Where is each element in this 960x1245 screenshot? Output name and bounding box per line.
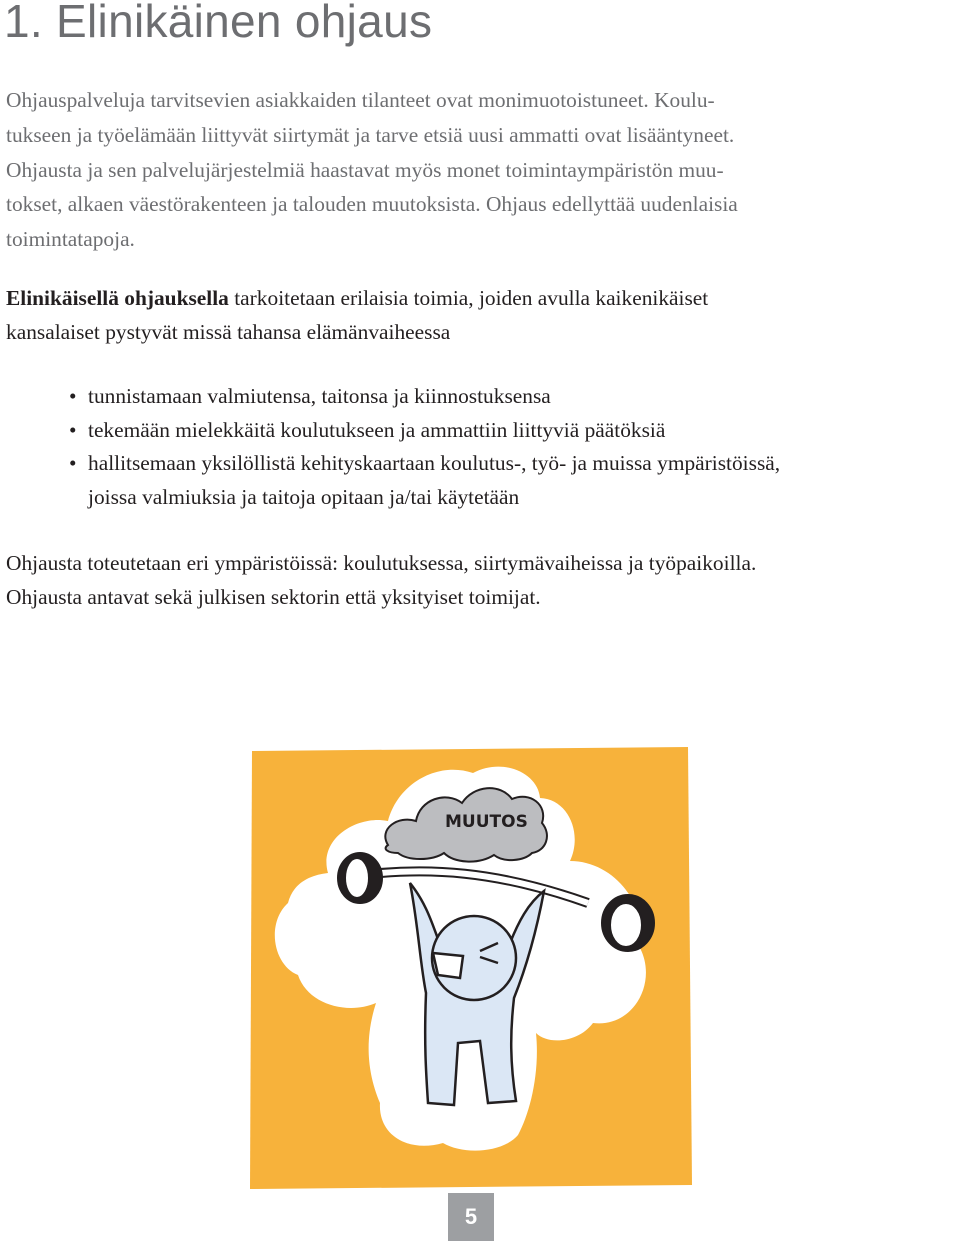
definition-paragraph (6, 281, 951, 349)
page-title: 1. Elinikäinen ohjaus (4, 0, 433, 47)
intro-line: Ohjausta ja sen palvelujärjestelmiä haastavat myös monet toimintaympäristön muu- (6, 157, 724, 182)
list-item-text: tunnistamaan valmiutensa, taitonsa ja kiinnostuksensa (88, 384, 551, 408)
closing-line: Ohjausta toteutetaan eri ympäristöissä: koulutuksessa, siirtymävaiheissa ja työpaikoilla. (6, 551, 757, 575)
bullet-icon: • (69, 417, 77, 442)
definition-term: Elinikäisellä ohjauksella (6, 286, 229, 310)
weightlifter-illustration (248, 743, 694, 1190)
list-item (6, 447, 951, 514)
bullet-icon: • (69, 384, 77, 408)
intro-line: Ohjauspalveluja tarvitsevien asiakkaiden tilanteet ovat monimuotoistuneet. Koulu- (6, 88, 715, 112)
definition-line: kansalaiset pystyvät missä tahansa elämänvaiheessa (6, 320, 451, 344)
closing-paragraph (6, 546, 956, 614)
page-number: 5 (448, 1193, 494, 1241)
definition-line (6, 281, 951, 315)
list-item-text: hallitsemaan yksilöllistä kehityskaartaan koulutus-, työ- ja muissa ympäristöissä, (88, 451, 781, 475)
definition-text: tarkoitetaan erilaisia toimia, joiden avulla kaikenikäiset (228, 286, 709, 310)
intro-paragraph (6, 83, 951, 257)
intro-line: tukseen ja työelämään liittyvät siirtymät ja tarve etsiä uusi ammatti ovat lisääntyneet. (6, 122, 735, 147)
bullet-list (6, 380, 951, 514)
intro-line: toimintatapoja. (6, 227, 135, 252)
intro-line: tokset, alkaen väestörakenteen ja talouden muutoksista. Ohjaus edellyttää uudenlaisia (6, 192, 738, 217)
list-item (6, 414, 951, 448)
closing-line: Ohjausta antavat sekä julkisen sektorin että yksityiset toimijat. (6, 585, 541, 609)
list-item-text: joissa valmiuksia ja taitoja opitaan ja/tai käytetään (88, 484, 520, 509)
list-item (6, 380, 951, 414)
list-item-text: tekemään mielekkäitä koulutukseen ja ammattiin liittyviä päätöksiä (88, 417, 666, 442)
cloud-label: MUUTOS (445, 812, 528, 832)
bullet-icon: • (69, 451, 77, 475)
